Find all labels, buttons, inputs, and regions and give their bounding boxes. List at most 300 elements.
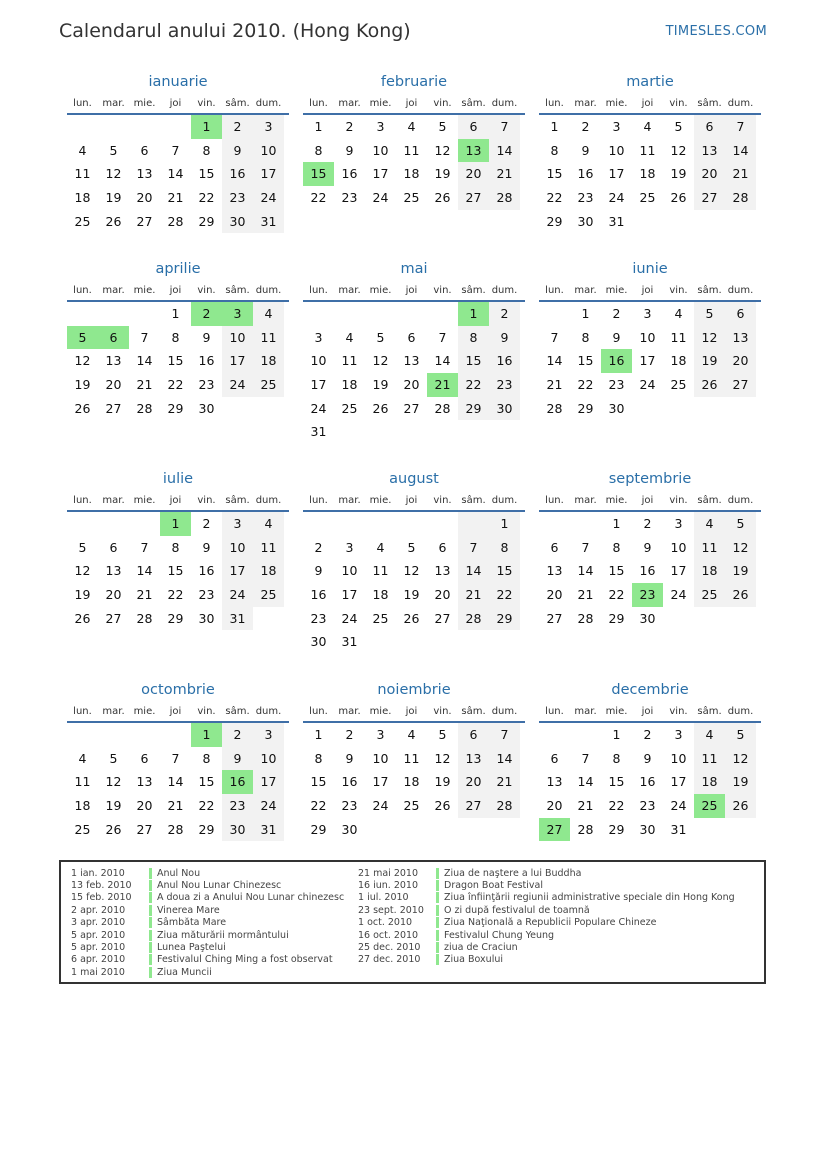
day-cell[interactable]: 17	[253, 770, 284, 794]
day-cell[interactable]: 17	[253, 162, 284, 186]
day-cell[interactable]: 6	[550, 750, 559, 766]
day-cell[interactable]: 5	[376, 329, 385, 345]
day-cell[interactable]: 11	[670, 329, 687, 345]
brand-logo[interactable]: TIMESLES.COM	[665, 24, 767, 39]
day-cell[interactable]: 19	[670, 166, 687, 182]
day-cell[interactable]: 7	[140, 539, 149, 555]
day-cell[interactable]: 21	[167, 798, 184, 814]
day-cell[interactable]: 8	[171, 329, 180, 345]
day-cell[interactable]: 4	[253, 302, 284, 326]
day-cell[interactable]: 14	[546, 353, 563, 369]
day-cell[interactable]: 30	[222, 210, 253, 234]
day-cell[interactable]: 15	[489, 559, 520, 583]
day-cell[interactable]: 15	[167, 563, 184, 579]
day-cell[interactable]: 8	[458, 326, 489, 350]
day-cell[interactable]: 30	[222, 818, 253, 842]
day-cell[interactable]: 23	[341, 190, 358, 206]
day-cell[interactable]: 5	[438, 727, 447, 742]
day-cell[interactable]: 21	[546, 377, 563, 393]
day-cell[interactable]: 8	[581, 329, 590, 345]
day-cell[interactable]: 7	[489, 115, 520, 139]
day-cell[interactable]: 21	[725, 162, 756, 186]
day-cell[interactable]: 16	[489, 349, 520, 373]
day-cell[interactable]: 4	[643, 119, 652, 134]
day-cell[interactable]: 25	[639, 190, 656, 206]
day-cell[interactable]: 26	[434, 798, 451, 814]
day-cell[interactable]: 9	[643, 750, 652, 766]
day-cell[interactable]: 4	[376, 539, 385, 555]
day-cell[interactable]: 24	[253, 794, 284, 818]
day-cell[interactable]: 9	[345, 142, 354, 158]
day-cell[interactable]: 15	[458, 349, 489, 373]
day-cell[interactable]: 23	[639, 798, 656, 814]
day-cell[interactable]: 1	[489, 512, 520, 536]
day-cell[interactable]: 5	[725, 512, 756, 536]
day-cell[interactable]: 24	[372, 798, 389, 814]
day-cell[interactable]: 19	[434, 774, 451, 790]
day-cell[interactable]: 5	[694, 302, 725, 326]
day-cell[interactable]: 29	[608, 610, 625, 626]
day-cell[interactable]: 3	[253, 723, 284, 747]
day-cell[interactable]: 11	[341, 353, 358, 369]
day-cell[interactable]: 22	[608, 798, 625, 814]
day-cell[interactable]: 21	[577, 798, 594, 814]
day-cell[interactable]: 7	[171, 750, 180, 766]
day-cell[interactable]: 31	[253, 818, 284, 842]
day-cell[interactable]: 13	[403, 353, 420, 369]
day-cell[interactable]: 2	[489, 302, 520, 326]
day-cell[interactable]: 23	[577, 190, 594, 206]
day-cell[interactable]: 19	[74, 587, 91, 603]
day-cell[interactable]: 5	[725, 723, 756, 747]
day-cell[interactable]: 2	[345, 119, 354, 134]
day-cell[interactable]: 26	[372, 400, 389, 416]
day-cell[interactable]: 23	[489, 373, 520, 397]
day-cell[interactable]: 20	[694, 162, 725, 186]
day-cell[interactable]: 20	[136, 798, 153, 814]
day-cell[interactable]: 20	[105, 377, 122, 393]
day-cell[interactable]: 7	[489, 723, 520, 747]
day-cell[interactable]: 17	[310, 377, 327, 393]
day-cell[interactable]: 13	[546, 563, 563, 579]
day-cell[interactable]: 15	[198, 774, 215, 790]
day-cell[interactable]: 16	[341, 166, 358, 182]
day-cell[interactable]: 21	[136, 587, 153, 603]
day-cell[interactable]: 3	[222, 512, 253, 536]
day-cell[interactable]: 25	[74, 213, 91, 229]
day-cell[interactable]: 15	[608, 563, 625, 579]
day-cell[interactable]: 19	[403, 587, 420, 603]
day-cell[interactable]: 25	[372, 610, 389, 626]
day-cell[interactable]: 18	[253, 349, 284, 373]
day-cell[interactable]: 27	[105, 610, 122, 626]
day-cell[interactable]: 21	[427, 373, 458, 397]
day-cell[interactable]: 16	[198, 563, 215, 579]
day-cell[interactable]: 26	[74, 610, 91, 626]
day-cell[interactable]: 3	[376, 119, 385, 134]
day-cell[interactable]: 24	[341, 610, 358, 626]
day-cell[interactable]: 27	[694, 186, 725, 210]
day-cell[interactable]: 23	[608, 377, 625, 393]
day-cell[interactable]: 27	[434, 610, 451, 626]
day-cell[interactable]: 25	[670, 377, 687, 393]
day-cell[interactable]: 9	[202, 329, 211, 345]
day-cell[interactable]: 14	[458, 559, 489, 583]
day-cell[interactable]: 9	[314, 563, 323, 579]
day-cell[interactable]: 11	[253, 326, 284, 350]
day-cell[interactable]: 10	[222, 536, 253, 560]
day-cell[interactable]: 19	[74, 377, 91, 393]
day-cell[interactable]: 20	[136, 190, 153, 206]
day-cell[interactable]: 6	[725, 302, 756, 326]
day-cell[interactable]: 5	[109, 750, 118, 766]
day-cell[interactable]: 30	[577, 213, 594, 229]
day-cell[interactable]: 28	[434, 400, 451, 416]
day-cell[interactable]: 3	[345, 539, 354, 555]
day-cell[interactable]: 25	[694, 794, 725, 818]
day-cell[interactable]: 13	[458, 139, 489, 163]
day-cell[interactable]: 11	[253, 536, 284, 560]
day-cell[interactable]: 24	[310, 400, 327, 416]
day-cell[interactable]: 2	[643, 516, 652, 531]
day-cell[interactable]: 25	[694, 583, 725, 607]
day-cell[interactable]: 22	[198, 190, 215, 206]
day-cell[interactable]: 4	[78, 142, 87, 158]
day-cell[interactable]: 12	[434, 142, 451, 158]
day-cell[interactable]: 1	[314, 119, 323, 134]
day-cell[interactable]: 7	[581, 539, 590, 555]
day-cell[interactable]: 14	[489, 139, 520, 163]
day-cell[interactable]: 7	[725, 115, 756, 139]
day-cell[interactable]: 29	[198, 213, 215, 229]
day-cell[interactable]: 23	[198, 587, 215, 603]
day-cell[interactable]: 5	[67, 326, 98, 350]
day-cell[interactable]: 15	[608, 774, 625, 790]
day-cell[interactable]: 29	[167, 400, 184, 416]
day-cell[interactable]: 19	[105, 190, 122, 206]
day-cell[interactable]: 3	[674, 727, 683, 742]
day-cell[interactable]: 8	[612, 750, 621, 766]
day-cell[interactable]: 8	[612, 539, 621, 555]
day-cell[interactable]: 6	[438, 539, 447, 555]
day-cell[interactable]: 17	[222, 559, 253, 583]
day-cell[interactable]: 30	[608, 400, 625, 416]
day-cell[interactable]: 6	[458, 115, 489, 139]
day-cell[interactable]: 4	[407, 119, 416, 134]
day-cell[interactable]: 26	[670, 190, 687, 206]
day-cell[interactable]: 7	[458, 536, 489, 560]
day-cell[interactable]: 13	[434, 563, 451, 579]
day-cell[interactable]: 26	[434, 190, 451, 206]
day-cell[interactable]: 15	[577, 353, 594, 369]
day-cell[interactable]: 25	[74, 821, 91, 837]
day-cell[interactable]: 16	[310, 587, 327, 603]
day-cell[interactable]: 2	[222, 723, 253, 747]
day-cell[interactable]: 17	[372, 166, 389, 182]
day-cell[interactable]: 14	[434, 353, 451, 369]
day-cell[interactable]: 10	[372, 142, 389, 158]
day-cell[interactable]: 24	[670, 587, 687, 603]
day-cell[interactable]: 22	[167, 587, 184, 603]
day-cell[interactable]: 8	[171, 539, 180, 555]
day-cell[interactable]: 17	[639, 353, 656, 369]
day-cell[interactable]: 11	[74, 774, 91, 790]
day-cell[interactable]: 17	[670, 563, 687, 579]
day-cell[interactable]: 13	[694, 139, 725, 163]
day-cell[interactable]: 24	[222, 583, 253, 607]
day-cell[interactable]: 11	[74, 166, 91, 182]
day-cell[interactable]: 27	[539, 818, 570, 842]
day-cell[interactable]: 28	[725, 186, 756, 210]
day-cell[interactable]: 12	[725, 747, 756, 771]
day-cell[interactable]: 7	[581, 750, 590, 766]
day-cell[interactable]: 12	[403, 563, 420, 579]
day-cell[interactable]: 17	[608, 166, 625, 182]
day-cell[interactable]: 5	[78, 539, 87, 555]
day-cell[interactable]: 4	[253, 512, 284, 536]
day-cell[interactable]: 14	[167, 166, 184, 182]
day-cell[interactable]: 11	[694, 536, 725, 560]
day-cell[interactable]: 16	[577, 166, 594, 182]
day-cell[interactable]: 1	[191, 723, 222, 747]
day-cell[interactable]: 1	[581, 306, 590, 321]
day-cell[interactable]: 28	[489, 186, 520, 210]
day-cell[interactable]: 20	[403, 377, 420, 393]
day-cell[interactable]: 4	[407, 727, 416, 742]
day-cell[interactable]: 20	[434, 587, 451, 603]
day-cell[interactable]: 10	[310, 353, 327, 369]
day-cell[interactable]: 29	[546, 213, 563, 229]
day-cell[interactable]: 6	[140, 142, 149, 158]
day-cell[interactable]: 16	[639, 563, 656, 579]
day-cell[interactable]: 27	[725, 373, 756, 397]
day-cell[interactable]: 7	[438, 329, 447, 345]
day-cell[interactable]: 8	[489, 536, 520, 560]
day-cell[interactable]: 12	[670, 142, 687, 158]
day-cell[interactable]: 14	[725, 139, 756, 163]
day-cell[interactable]: 6	[109, 539, 118, 555]
day-cell[interactable]: 4	[694, 723, 725, 747]
day-cell[interactable]: 16	[198, 353, 215, 369]
day-cell[interactable]: 3	[612, 119, 621, 134]
day-cell[interactable]: 25	[403, 190, 420, 206]
day-cell[interactable]: 30	[639, 821, 656, 837]
day-cell[interactable]: 10	[253, 747, 284, 771]
day-cell[interactable]: 1	[160, 512, 191, 536]
day-cell[interactable]: 6	[694, 115, 725, 139]
day-cell[interactable]: 23	[632, 583, 663, 607]
day-cell[interactable]: 17	[372, 774, 389, 790]
day-cell[interactable]: 19	[725, 559, 756, 583]
day-cell[interactable]: 21	[136, 377, 153, 393]
day-cell[interactable]: 29	[458, 397, 489, 421]
day-cell[interactable]: 9	[345, 750, 354, 766]
day-cell[interactable]: 10	[253, 139, 284, 163]
day-cell[interactable]: 4	[345, 329, 354, 345]
day-cell[interactable]: 21	[577, 587, 594, 603]
day-cell[interactable]: 23	[341, 798, 358, 814]
day-cell[interactable]: 24	[670, 798, 687, 814]
day-cell[interactable]: 22	[546, 190, 563, 206]
day-cell[interactable]: 29	[198, 821, 215, 837]
day-cell[interactable]: 27	[546, 610, 563, 626]
day-cell[interactable]: 12	[74, 353, 91, 369]
day-cell[interactable]: 27	[403, 400, 420, 416]
day-cell[interactable]: 22	[577, 377, 594, 393]
day-cell[interactable]: 23	[222, 794, 253, 818]
day-cell[interactable]: 11	[403, 750, 420, 766]
day-cell[interactable]: 1	[458, 302, 489, 326]
day-cell[interactable]: 21	[489, 162, 520, 186]
day-cell[interactable]: 19	[372, 377, 389, 393]
day-cell[interactable]: 20	[105, 587, 122, 603]
day-cell[interactable]: 9	[581, 142, 590, 158]
day-cell[interactable]: 4	[78, 750, 87, 766]
day-cell[interactable]: 11	[694, 747, 725, 771]
day-cell[interactable]: 28	[577, 821, 594, 837]
day-cell[interactable]: 7	[171, 142, 180, 158]
day-cell[interactable]: 15	[167, 353, 184, 369]
day-cell[interactable]: 1	[550, 119, 559, 134]
day-cell[interactable]: 29	[167, 610, 184, 626]
day-cell[interactable]: 21	[489, 770, 520, 794]
day-cell[interactable]: 30	[639, 610, 656, 626]
day-cell[interactable]: 25	[253, 583, 284, 607]
day-cell[interactable]: 13	[546, 774, 563, 790]
day-cell[interactable]: 8	[202, 750, 211, 766]
day-cell[interactable]: 5	[109, 142, 118, 158]
day-cell[interactable]: 22	[310, 190, 327, 206]
day-cell[interactable]: 28	[167, 213, 184, 229]
day-cell[interactable]: 17	[222, 349, 253, 373]
day-cell[interactable]: 13	[458, 747, 489, 771]
day-cell[interactable]: 24	[639, 377, 656, 393]
day-cell[interactable]: 6	[98, 326, 129, 350]
day-cell[interactable]: 2	[222, 115, 253, 139]
day-cell[interactable]: 13	[105, 563, 122, 579]
day-cell[interactable]: 12	[372, 353, 389, 369]
day-cell[interactable]: 30	[341, 821, 358, 837]
day-cell[interactable]: 2	[314, 539, 323, 555]
day-cell[interactable]: 2	[202, 516, 211, 531]
day-cell[interactable]: 3	[222, 302, 253, 326]
day-cell[interactable]: 18	[372, 587, 389, 603]
day-cell[interactable]: 31	[670, 821, 687, 837]
day-cell[interactable]: 31	[341, 634, 358, 650]
day-cell[interactable]: 22	[489, 583, 520, 607]
day-cell[interactable]: 15	[546, 166, 563, 182]
day-cell[interactable]: 2	[612, 306, 621, 321]
day-cell[interactable]: 28	[577, 610, 594, 626]
day-cell[interactable]: 6	[407, 329, 416, 345]
day-cell[interactable]: 7	[140, 329, 149, 345]
day-cell[interactable]: 8	[314, 142, 323, 158]
day-cell[interactable]: 13	[136, 774, 153, 790]
day-cell[interactable]: 17	[341, 587, 358, 603]
day-cell[interactable]: 9	[222, 139, 253, 163]
day-cell[interactable]: 2	[643, 727, 652, 742]
day-cell[interactable]: 19	[105, 798, 122, 814]
day-cell[interactable]: 26	[725, 794, 756, 818]
day-cell[interactable]: 16	[601, 349, 632, 373]
day-cell[interactable]: 12	[725, 536, 756, 560]
day-cell[interactable]: 1	[612, 516, 621, 531]
day-cell[interactable]: 2	[191, 302, 222, 326]
day-cell[interactable]: 9	[612, 329, 621, 345]
day-cell[interactable]: 9	[643, 539, 652, 555]
day-cell[interactable]: 8	[314, 750, 323, 766]
day-cell[interactable]: 10	[608, 142, 625, 158]
day-cell[interactable]: 27	[458, 186, 489, 210]
day-cell[interactable]: 10	[639, 329, 656, 345]
day-cell[interactable]: 23	[222, 186, 253, 210]
day-cell[interactable]: 25	[403, 798, 420, 814]
day-cell[interactable]: 3	[643, 306, 652, 321]
day-cell[interactable]: 22	[458, 373, 489, 397]
day-cell[interactable]: 28	[489, 794, 520, 818]
day-cell[interactable]: 3	[376, 727, 385, 742]
day-cell[interactable]: 21	[167, 190, 184, 206]
day-cell[interactable]: 26	[725, 583, 756, 607]
day-cell[interactable]: 14	[136, 563, 153, 579]
day-cell[interactable]: 15	[198, 166, 215, 182]
day-cell[interactable]: 18	[253, 559, 284, 583]
day-cell[interactable]: 23	[310, 610, 327, 626]
day-cell[interactable]: 27	[458, 794, 489, 818]
day-cell[interactable]: 4	[694, 512, 725, 536]
day-cell[interactable]: 20	[725, 349, 756, 373]
day-cell[interactable]: 27	[136, 213, 153, 229]
day-cell[interactable]: 18	[694, 559, 725, 583]
day-cell[interactable]: 18	[74, 190, 91, 206]
day-cell[interactable]: 26	[105, 821, 122, 837]
day-cell[interactable]: 16	[341, 774, 358, 790]
day-cell[interactable]: 5	[407, 539, 416, 555]
day-cell[interactable]: 15	[303, 162, 334, 186]
day-cell[interactable]: 29	[608, 821, 625, 837]
day-cell[interactable]: 10	[222, 326, 253, 350]
day-cell[interactable]: 18	[670, 353, 687, 369]
day-cell[interactable]: 29	[489, 607, 520, 631]
day-cell[interactable]: 21	[458, 583, 489, 607]
day-cell[interactable]: 6	[550, 539, 559, 555]
day-cell[interactable]: 10	[341, 563, 358, 579]
day-cell[interactable]: 6	[140, 750, 149, 766]
day-cell[interactable]: 22	[198, 798, 215, 814]
day-cell[interactable]: 24	[222, 373, 253, 397]
day-cell[interactable]: 13	[725, 326, 756, 350]
day-cell[interactable]: 16	[222, 770, 253, 794]
day-cell[interactable]: 11	[403, 142, 420, 158]
day-cell[interactable]: 24	[372, 190, 389, 206]
day-cell[interactable]: 3	[674, 516, 683, 531]
day-cell[interactable]: 26	[403, 610, 420, 626]
day-cell[interactable]: 18	[403, 774, 420, 790]
day-cell[interactable]: 19	[434, 166, 451, 182]
day-cell[interactable]: 25	[341, 400, 358, 416]
day-cell[interactable]: 1	[612, 727, 621, 742]
day-cell[interactable]: 12	[105, 166, 122, 182]
day-cell[interactable]: 14	[577, 774, 594, 790]
day-cell[interactable]: 10	[372, 750, 389, 766]
day-cell[interactable]: 11	[639, 142, 656, 158]
day-cell[interactable]: 26	[105, 213, 122, 229]
day-cell[interactable]: 29	[310, 821, 327, 837]
day-cell[interactable]: 28	[136, 610, 153, 626]
day-cell[interactable]: 16	[639, 774, 656, 790]
day-cell[interactable]: 31	[253, 210, 284, 234]
day-cell[interactable]: 9	[202, 539, 211, 555]
